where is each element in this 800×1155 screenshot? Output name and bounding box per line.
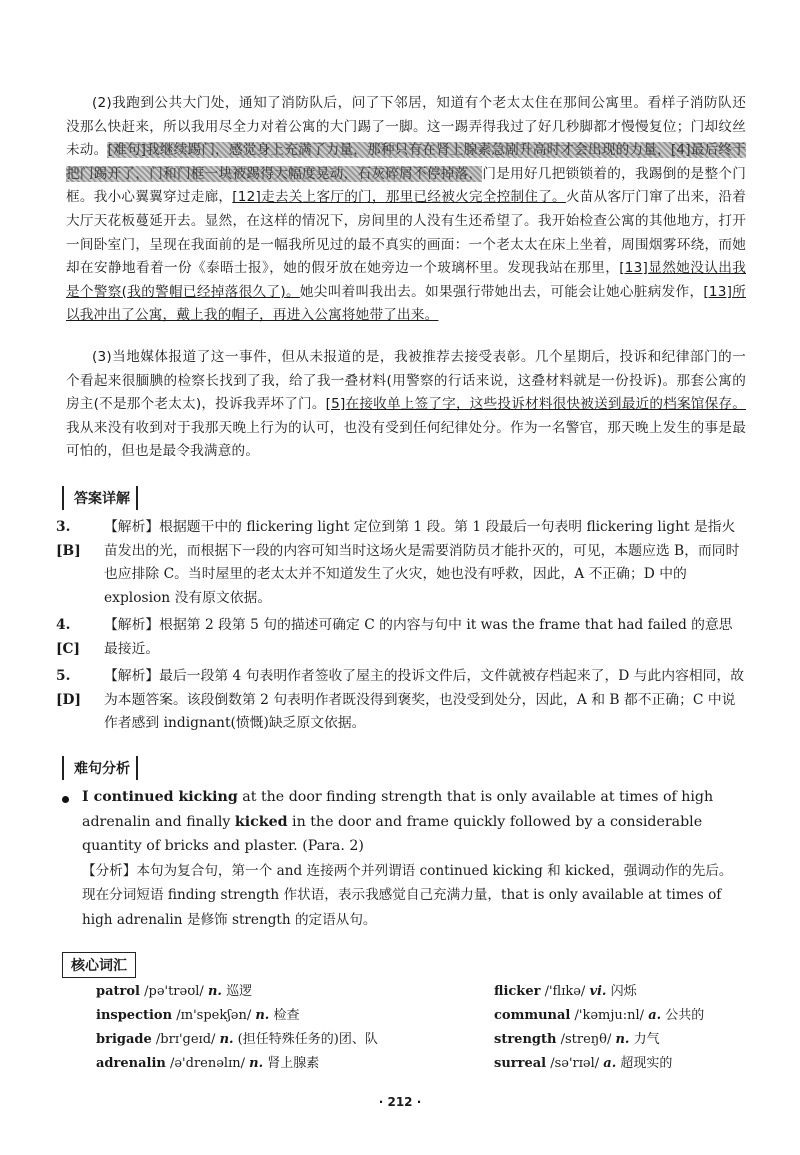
answer-explanation: 【解析】根据第 2 段第 5 句的描述可确定 C 的内容与句中 it was the frame that had failed 的意思最接近。 xyxy=(104,617,733,657)
bold-keyword: I continued kicking xyxy=(82,789,238,805)
answer-item xyxy=(56,516,746,610)
hard-sentence-analysis: 【分析】本句为复合句，第一个 and 连接两个并列谓语 continued kicking 和 kicked，强调动作的先后。现在分词短语 finding strength 作状语，表示我感觉自己充满力量，that is only available at times of high adrenalin 是修饰 strength 的定语从句。 xyxy=(82,862,733,928)
answer-number: 4. [C] xyxy=(56,617,81,657)
hard-sentence-section-title: 难句分析 xyxy=(62,756,138,780)
vocab-entry: patrol /pə'trəʊl/ n. 巡逻 xyxy=(96,984,253,999)
vocab-entry: communal /'kəmju:nl/ a. 公共的 xyxy=(494,1008,705,1023)
passage-text: (2)我跑到公共大门处，通知了消防队后，问了下邻居，知道有个老太太住在那间公寓里。看样子消防队还没那么快赶来，所以我用尽全力对着公寓的大门踢了一脚。这一踢弄得我过了好几秒脚都才慢慢复位；门却纹丝未动。 xyxy=(66,95,746,159)
underlined-clue-13a: [13]显然她没认出我是个警察(我的警帽已经掉落很久了)。 xyxy=(66,260,746,300)
hard-sentence-block xyxy=(82,785,746,932)
hard-sentence-english xyxy=(82,785,746,859)
passage-text: 我从来没有收到对于我那天晚上行为的认可，也没有受到任何纪律处分。作为一名警官，那天晚上发生的事是最可怕的，但也是最令我满意的。 xyxy=(66,419,746,460)
passage-paragraph-2 xyxy=(66,92,746,328)
answer-item xyxy=(56,614,746,661)
bullet-icon xyxy=(62,796,69,803)
passage-text: 她尖叫着叫我出去。如果强行带她出去，可能会让她心脏病发作， xyxy=(299,283,704,300)
vocab-column-left xyxy=(96,980,378,1076)
bold-keyword: kicked xyxy=(234,813,288,830)
underlined-clue-5: [5]在接收单上签了字，这些投诉材料很快被送到最近的档案馆保存。 xyxy=(325,396,747,413)
answers-section-title: 答案详解 xyxy=(62,486,138,510)
answer-explanation: 【解析】最后一段第 4 句表明作者签收了屋主的投诉文件后，文件就被存档起来了，D 与此内容相同，故为本题答案。该段倒数第 2 句表明作者既没得到褒奖，也没受到处分，因此，A 和 B 都不正确；C 中说作者感到 indignant(愤慨)缺乏原文依据。 xyxy=(104,668,745,732)
underlined-clue-13b: [13]所以我冲出了公寓，戴上我的帽子，再进入公寓将她带了出来。 xyxy=(66,283,746,324)
vocab-entry: brigade /brɪ'geɪd/ n. (担任特殊任务的)团、队 xyxy=(96,1032,378,1047)
passage-paragraph-3 xyxy=(66,346,746,464)
vocab-column-right xyxy=(494,980,704,1076)
passage-text: 火苗从客厅门窜了出来，沿着大厅天花板蔓延开去。显然，在这样的情况下，房间里的人没有生还希望了。我开始检查公寓的其他地方，打开一间卧室门，呈现在我面前的是一幅我所见过的最不真实的画面：一个老太太在床上坐着，周围烟雾环绕，而她却在安静地看着一份《泰晤士报》，她的假牙放在她旁边一个玻璃杯里。发现我站在那里， xyxy=(66,189,746,277)
vocab-entry: inspection /ɪn'spekʃən/ n. 检查 xyxy=(96,1008,300,1023)
vocab-section-title: 核心词汇 xyxy=(62,952,136,978)
vocab-entry: strength /streŋθ/ n. 力气 xyxy=(494,1032,660,1047)
answer-explanation: 【解析】根据题干中的 flickering light 定位到第 1 段。第 1 段最后一句表明 flickering light 是指火苗发出的光，而根据下一段的内容可知当时这场火是需要消防员才能扑灭的，可见，本题应选 B，而同时也应排除 C。当时屋里的老太太并不知道发生了火灾，她也没有呼救，因此，A 不正确；D 中的 explosion 没有原文依据。 xyxy=(104,519,740,606)
passage-text: 门是用好几把锁锁着的，我踢倒的是整个门框。我小心翼翼穿过走廊， xyxy=(66,165,746,206)
underlined-clue-12: [12]走去关上客厅的门，那里已经被火完全控制住了。 xyxy=(232,189,566,206)
sentence-text: at the door finding strength that is only available at times of high adrenalin and finally xyxy=(82,789,714,830)
shaded-hard-sentence: [难句]我继续踢门，感觉身上充满了力量，那种只有在肾上腺素急剧升高时才会出现的力量，[4]最后终于把门踢开了，门和门框一块被踢得大幅度晃动，石灰碎屑不停掉落， xyxy=(66,142,746,182)
answer-number: 5. [D] xyxy=(56,668,82,708)
vocab-entry: adrenalin /ə'drenəlɪn/ n. 肾上腺素 xyxy=(96,1056,320,1071)
page-number: · 212 · xyxy=(378,1095,422,1109)
answer-number: 3. [B] xyxy=(56,519,81,559)
sentence-text: in the door and frame quickly followed by a considerable quantity of bricks and plaster. (Para. 2) xyxy=(82,813,703,854)
vocab-entry: surreal /sə'rɪəl/ a. 超现实的 xyxy=(494,1056,673,1071)
answer-item xyxy=(56,665,746,736)
vocab-entry: flicker /'flɪkə/ vi. 闪烁 xyxy=(494,984,637,999)
passage-text: (3)当地媒体报道了这一事件，但从未报道的是，我被推荐去接受表彰。几个星期后，投诉和纪律部门的一个看起来很腼腆的检察长找到了我，给了我一叠材料(用警察的行话来说，这叠材料就是一份投诉)。那套公寓的房主(不是那个老太太)，投诉我弄坏了门。 xyxy=(66,349,746,413)
